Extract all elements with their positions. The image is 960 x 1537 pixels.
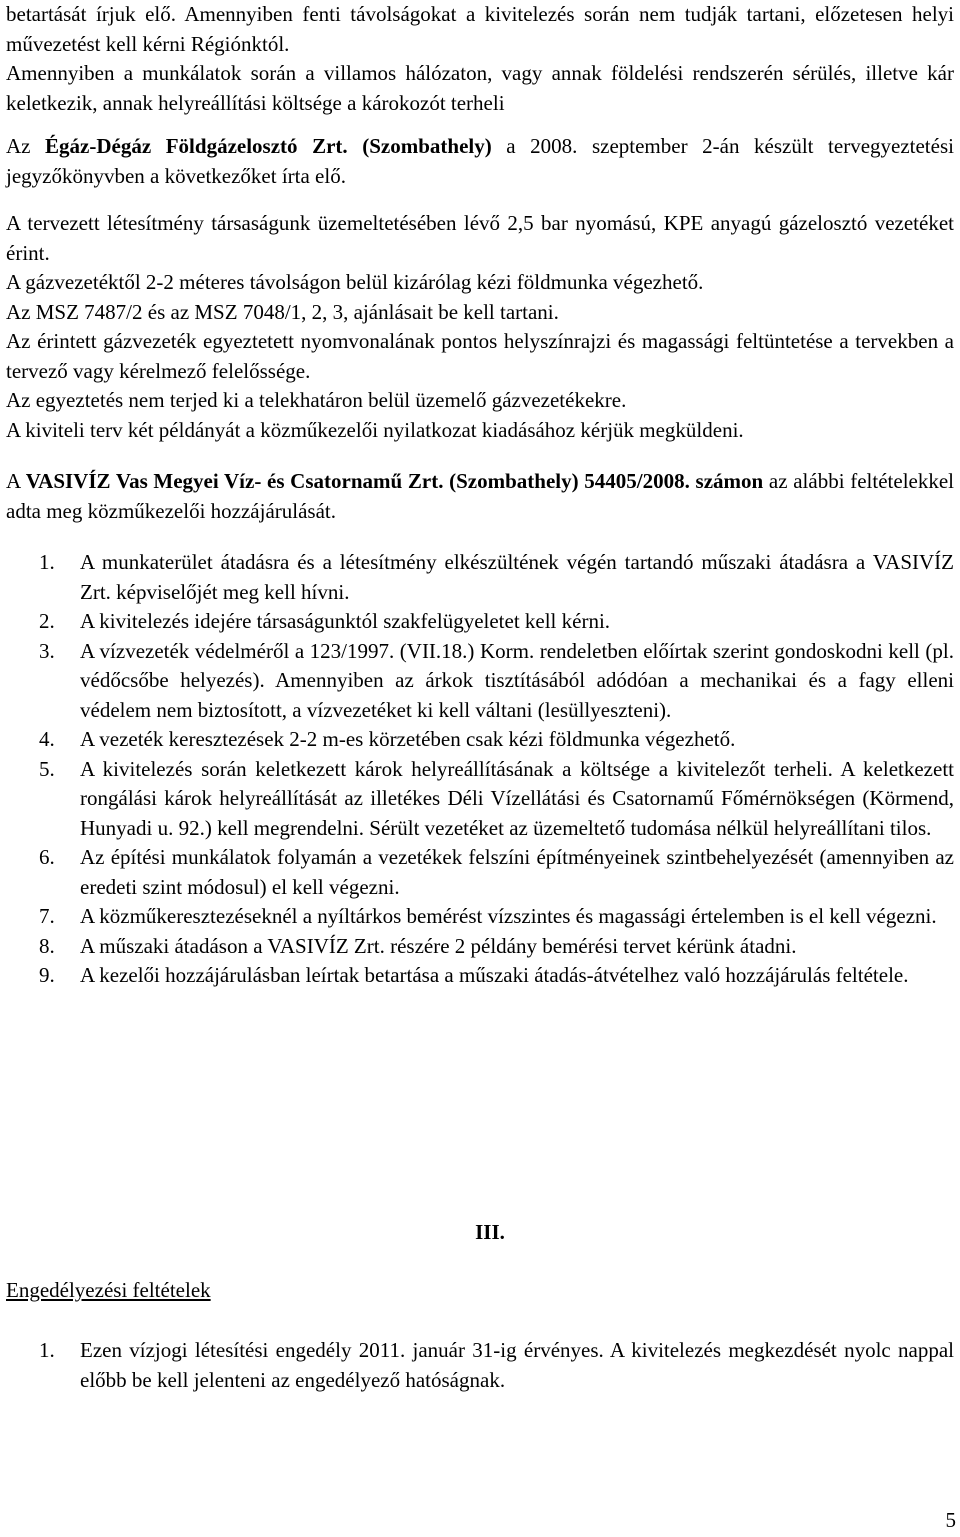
text: a 2008. szeptember 2-án készült tervegyeztetési jegyzőkönyvben a következőket írta elő. <box>6 134 954 188</box>
list-item: 5. A kivitelezés során keletkezett károk helyreállításának a költsége a kivitelezőt terheli. A keletkezett rongálási károk helyreállítását az illetékes Déli Vízellátási és Csatornamű Főmérnökségen (Körmend, Hunyadi u. 92.) kell megrendelni. Sérült vezetéket az üzemeltető tudomása nélkül helyreállítani tilos. <box>39 756 954 840</box>
list-item: 8. A műszaki átadáson a VASIVÍZ Zrt. részére 2 példány bemérési tervet kérünk átadni. <box>39 933 797 958</box>
paragraph: A tervezett létesítmény társaságunk üzemeltetésében lévő 2,5 bar nyomású, KPE anyagú gázelosztó vezetéket érint. <box>6 211 954 265</box>
city-name: (Szombathely) <box>347 134 492 158</box>
conditions-list <box>6 548 954 991</box>
paragraph: betartását írjuk elő. Amennyiben fenti távolságokat a kivitelezés során nem tudják tartani, előzetesen helyi művezetést kell kérni Régiónktól. <box>6 2 954 56</box>
list-item: 1. A munkaterület átadásra és a létesítmény elkészültének végén tartandó műszaki átadásra a VASIVÍZ Zrt. képviselőjét meg kell hívni. <box>39 550 954 604</box>
paragraph: Az érintett gázvezeték egyeztetett nyomvonalának pontos helyszínrajzi és magassági feltüntetése a tervekben a tervező vagy kérelmező felelőssége. <box>6 329 954 383</box>
vasiviz-intro-paragraph <box>6 467 954 526</box>
text: Az <box>6 134 46 158</box>
list-item: 2. A kivitelezés idejére társaságunktól szakfelügyeletet kell kérni. <box>39 609 611 633</box>
list-item: 9. A kezelői hozzájárulásban leírtak betartása a műszaki átadás-átvételhez való hozzájárulás feltétele. <box>39 963 909 987</box>
permit-conditions-list <box>6 1336 954 1395</box>
company-name: Égáz-Dégáz Földgázelosztó Zrt. <box>45 134 348 158</box>
section-title: Engedélyezési feltételek <box>6 1278 211 1302</box>
paragraph: Az egyeztetés nem terjed ki a telekhatáron belül üzemelő gázvezetékekre. <box>6 388 627 412</box>
paragraph: Amennyiben a munkálatok során a villamos hálózaton, vagy annak földelési rendszerén sérülés, illetve kár keletkezik, annak helyreállítási költsége a károkozót terheli <box>6 61 954 115</box>
section-number: III. <box>475 1220 505 1244</box>
text: az alábbi feltételekkel adta meg közműkezelői hozzájárulását. <box>6 469 955 523</box>
page-number: 5 <box>945 1507 956 1532</box>
text: A <box>6 469 26 493</box>
list-item: 4. A vezeték keresztezések 2-2 m-es körzetében csak kézi földmunka végezhető. <box>39 727 736 751</box>
paragraph: Az MSZ 7487/2 és az MSZ 7048/1, 2, 3, ajánlásait be kell tartani. <box>6 299 559 324</box>
company-name: VASIVÍZ Vas Megyei Víz- és Csatornamű Zrt. (Szombathely) 54405/2008. számon <box>25 469 764 493</box>
list-item: 1. Ezen vízjogi létesítési engedély 2011. január 31-ig érvényes. A kivitelezés megkezdését nyolc nappal előbb be kell jelenteni az engedélyező hatóságnak. <box>39 1338 954 1392</box>
list-item: 3. A vízvezeték védelméről a 123/1997. (VII.18.) Korm. rendeletben előírtak szerint gondoskodni kell (pl. védőcsőbe helyezés). Amennyiben az árkok tisztításából adódóan a mechanikai és a fagy elleni védelem nem biztosított, a vízvezetéket ki kell váltani (lesüllyeszteni). <box>39 638 954 722</box>
paragraph: A kiviteli terv két példányát a közműkezelői nyilatkozat kiadásához kérjük megküldeni. <box>6 417 744 442</box>
document-page <box>6 0 955 1392</box>
list-item: 6. Az építési munkálatok folyamán a vezetékek felszíni építményeinek szintbehelyezését (amennyiben az eredeti szint módosul) el kell végezni. <box>39 845 954 899</box>
egaz-intro-paragraph <box>6 132 954 191</box>
paragraph: A gázvezetéktől 2-2 méteres távolságon belül kizárólag kézi földmunka végezhető. <box>6 270 704 294</box>
list-item: 7. A közműkeresztezéseknél a nyíltárkos bemérést vízszintes és magassági értelemben is el kell végezni. <box>39 904 937 928</box>
